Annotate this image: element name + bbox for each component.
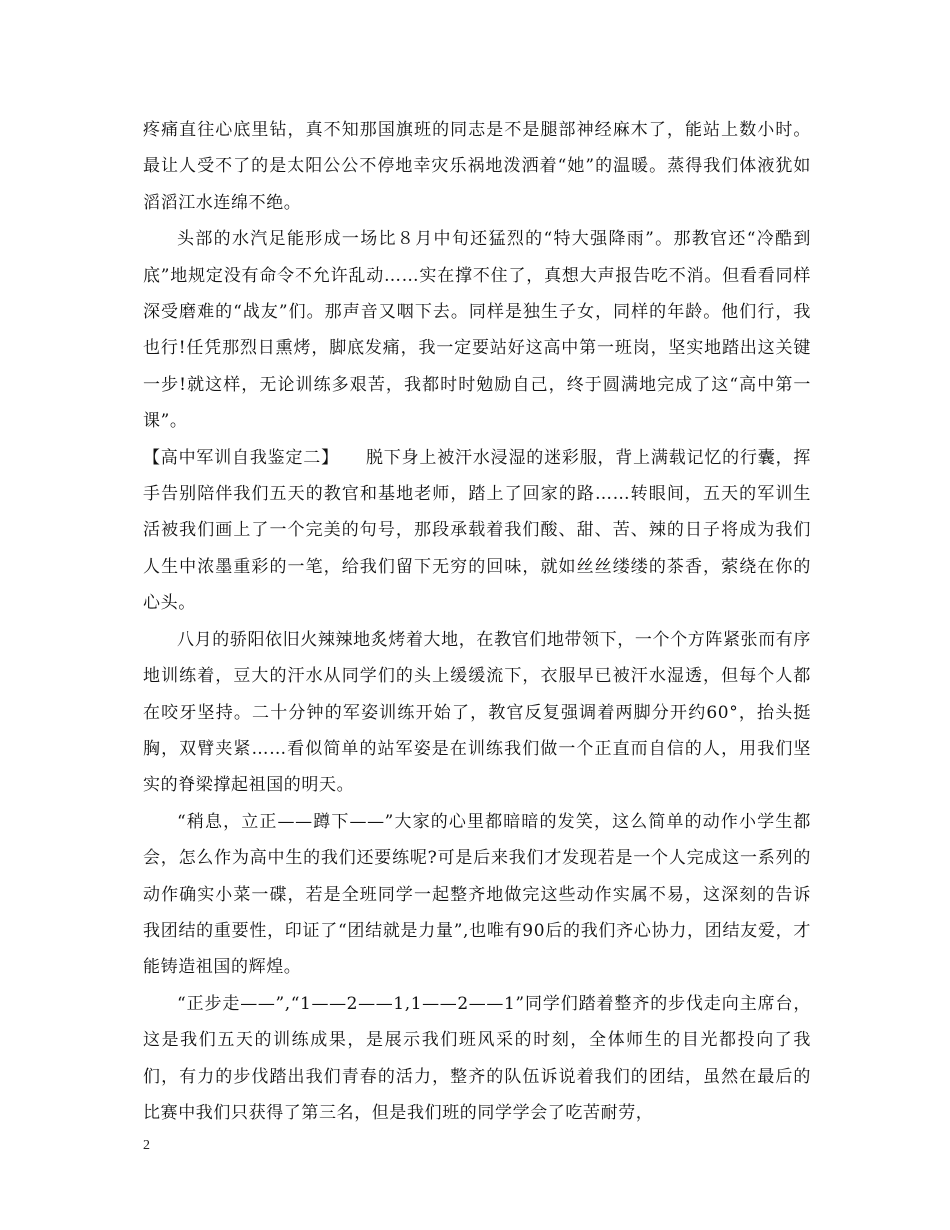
paragraph-3-section-heading: 【高中军训自我鉴定二】 脱下身上被汗水浸湿的迷彩服，背上满载记忆的行囊，挥手告别陪伴我们五天的教官和基地老师，踏上了回家的路……转眼间，五天的军训生活被我们画上了一个完美的句号，那段承载着我们酸、甜、苦、辣的日子将成为我们人生中浓墨重彩的一笔，给我们留下无穷的回味，就如丝丝缕缕的茶香，萦绕在你的心头。 [143,447,811,614]
paragraph-6: “正步走——”,“1——2——1,1——2——1”同学们踏着整齐的步伐走向主席台，这是我们五天的训练成果，是展示我们班风采的时刻，全体师生的目光都投向了我们，有力的步伐踏出我们青春的活力，整齐的队伍诉说着我们的团结，虽然在最后的比赛中我们只获得了第三名，但是我们班的同学学会了吃苦耐劳， [143,993,811,1123]
paragraph-2: 头部的水汽足能形成一场比８月中旬还猛烈的“特大强降雨”。那教官还“冷酷到底”地规定没有命令不允许乱动……实在撑不住了，真想大声报告吃不消。但看看同样深受磨难的“战友”们。那声音又咽下去。同样是独生子女，同样的年龄。他们行，我也行!任凭那烈日熏烤，脚底发痛，我一定要站好这高中第一班岗，坚实地踏出这关键一步!就这样，无论训练多艰苦，我都时时勉励自己，终于圆满地完成了这“高中第一课”。 [143,229,811,432]
paragraph-4: 八月的骄阳依旧火辣辣地炙烤着大地，在教官们地带领下，一个个方阵紧张而有序地训练着，豆大的汗水从同学们的头上缓缓流下，衣服早已被汗水湿透，但每个人都在咬牙坚持。二十分钟的军姿训练开始了，教官反复强调着两脚分开约60°，抬头挺胸，双臂夹紧……看似简单的站军姿是在训练我们做一个正直而自信的人，用我们坚实的脊梁撑起祖国的明天。 [143,629,811,796]
page-number: 2 [143,1138,150,1153]
paragraph-1: 疼痛直往心底里钻，真不知那国旗班的同志是不是腿部神经麻木了，能站上数小时。最让人受不了的是太阳公公不停地幸灾乐祸地泼洒着“她”的温暖。蒸得我们体液犹如滔滔江水连绵不绝。 [143,120,811,213]
document-body [143,112,811,1131]
paragraph-5: “稍息，立正——蹲下——”大家的心里都暗暗的发笑，这么简单的动作小学生都会，怎么作为高中生的我们还要练呢?可是后来我们才发现若是一个人完成这一系列的动作确实小菜一碟，若是全班同学一起整齐地做完这些动作实属不易，这深刻的告诉我团结的重要性，印证了“团结就是力量”,也唯有90后的我们齐心协力，团结友爱，才能铸造祖国的辉煌。 [143,811,811,978]
